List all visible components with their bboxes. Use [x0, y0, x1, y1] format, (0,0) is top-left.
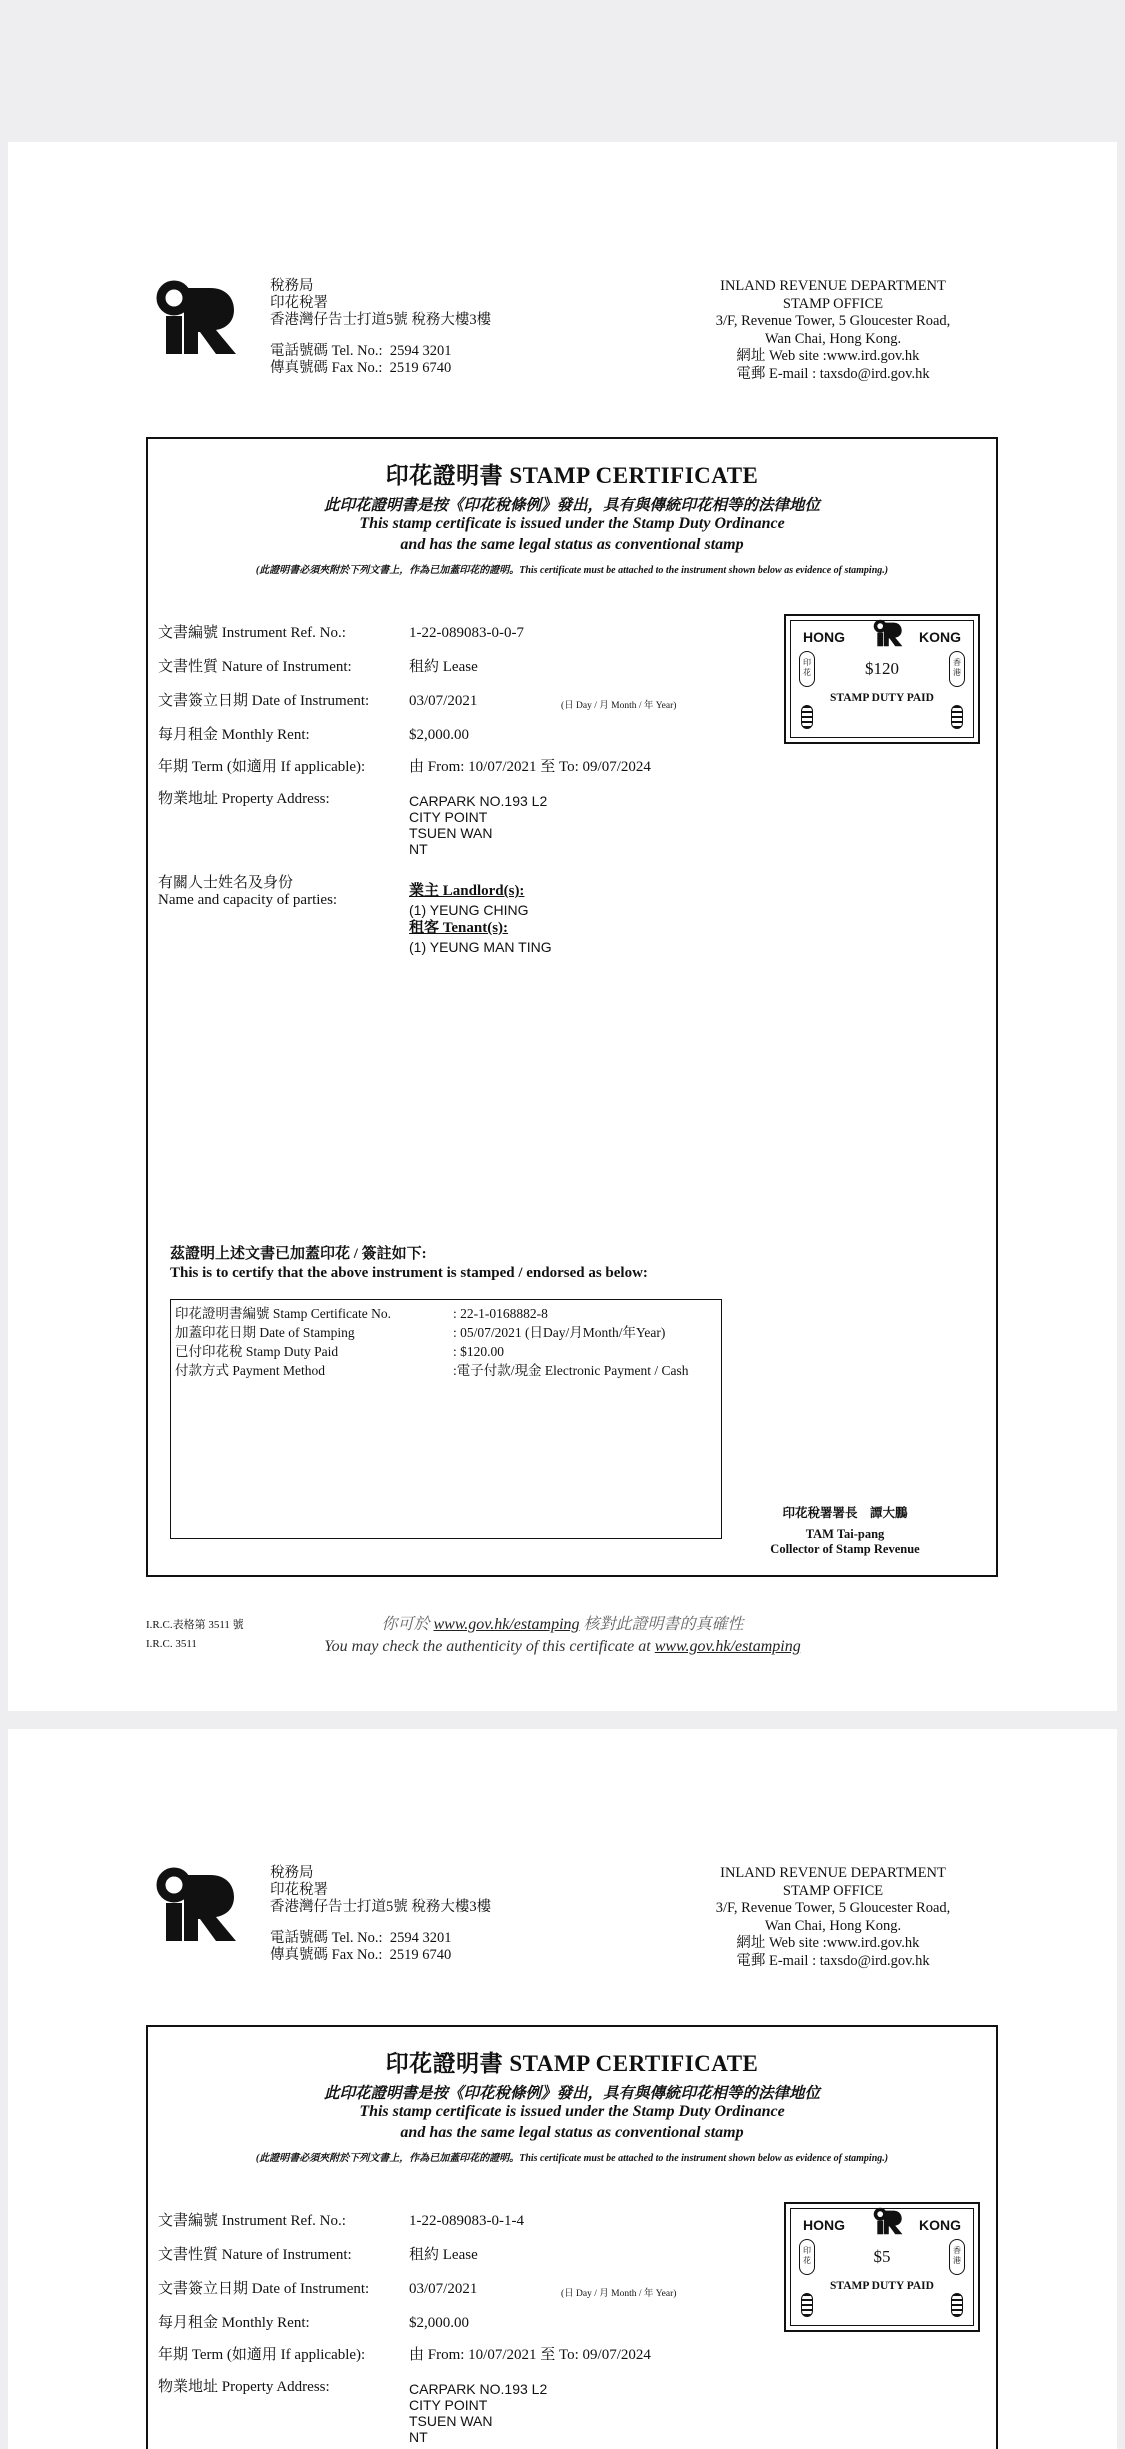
term-label: 年期 Term (如適用 If applicable): [158, 2347, 366, 2363]
stamp-duty-paid-stamp: HONG KONG 印花 香港 $120 STAMP DUTY PAID [784, 614, 980, 744]
certificate-box [146, 437, 998, 1577]
ird-logo [150, 1865, 236, 1943]
lease-term: 由 From: 10/07/2021 至 To: 09/07/2024 [409, 759, 651, 775]
seal-right-icon: 香港 [949, 651, 965, 687]
stamp-amount: $5 [873, 2247, 891, 2266]
coil-right-icon [951, 2293, 963, 2317]
rent-label: 每月租金 Monthly Rent: [158, 2315, 310, 2331]
stamp-logo-icon [871, 619, 903, 647]
certificate-page-2 [8, 1729, 1117, 2449]
instrument-ref: 1-22-089083-0-0-7 [409, 625, 524, 641]
ref-label: 文書編號 Instrument Ref. No.: [158, 625, 346, 641]
date-label: 文書簽立日期 Date of Instrument: [158, 2281, 370, 2297]
parties: 業主 Landlord(s): (1) YEUNG CHING 租客 Tenant(s): (1) YEUNG MAN TING [409, 883, 552, 955]
ref-label: 文書編號 Instrument Ref. No.: [158, 2213, 346, 2229]
certificate-title: 印花證明書 STAMP CERTIFICATE [385, 2051, 759, 2076]
stamping-date: : 05/07/2021 (日Day/月Month/年Year) [453, 1325, 666, 1340]
monthly-rent: $2,000.00 [409, 727, 469, 743]
stamp-amount: $120 [865, 659, 899, 678]
stamp-duty-paid: : $120.00 [453, 1344, 505, 1359]
property-address: CARPARK NO.193 L2 CITY POINT TSUEN WAN NT [409, 793, 548, 857]
attachment-note: (此證明書必須夾附於下列文書上，作為已加蓋印花的證明。This certificate must be attached to the instrument shown below as evidence of stamping.) [255, 2153, 889, 2164]
stamp-duty-paid-stamp: HONG KONG 印花 香港 $5 STAMP DUTY PAID [784, 2202, 980, 2332]
instrument-nature: 租約 Lease [409, 659, 478, 675]
estamping-link[interactable]: www.gov.hk/estamping [654, 1638, 801, 1655]
parties-label: 有關人士姓名及身份 Name and capacity of parties: [158, 875, 338, 908]
property-address: CARPARK NO.193 L2 CITY POINT TSUEN WAN NT [409, 2381, 548, 2445]
office-info-zh: 稅務局 印花稅署 香港灣仔告士打道5號 稅務大樓3樓 電話號碼 Tel. No.: 2594 3201 傳真號碼 Fax No.: 2519 6740 [270, 1865, 492, 1963]
seal-right-icon: 香港 [949, 2239, 965, 2275]
coil-left-icon [801, 705, 813, 729]
form-number: I.R.C.表格第 3511 號 I.R.C. 3511 [146, 1619, 244, 1650]
seal-left-icon: 印花 [799, 651, 815, 687]
nature-label: 文書性質 Nature of Instrument: [158, 2247, 352, 2263]
office-info-zh: 稅務局 印花稅署 香港灣仔告士打道5號 稅務大樓3樓 電話號碼 Tel. No.: 2594 3201 傳真號碼 Fax No.: 2519 6740 [270, 278, 492, 376]
office-info-en: INLAND REVENUE DEPARTMENT STAMP OFFICE 3/F, Revenue Tower, 5 Gloucester Road, Wan Chai, Hong Kong. 網址 Web site :www.ird.gov.hk 電郵 E-mail : taxsdo@ird.gov.hk [715, 278, 951, 382]
nature-label: 文書性質 Nature of Instrument: [158, 659, 352, 675]
ird-logo [150, 278, 236, 356]
instrument-ref: 1-22-089083-0-1-4 [409, 2213, 524, 2229]
legal-statement-zh: 此印花證明書是按《印花稅條例》發出，具有與傳統印花相等的法律地位 [323, 497, 820, 514]
legal-statement-en: This stamp certificate is issued under the Stamp Duty Ordinance and has the same legal status as conventional stamp [359, 2103, 785, 2141]
address-label: 物業地址 Property Address: [158, 2379, 330, 2395]
attachment-note: (此證明書必須夾附於下列文書上，作為已加蓋印花的證明。This certificate must be attached to the instrument shown below as evidence of stamping.) [255, 565, 889, 576]
office-info-en: INLAND REVENUE DEPARTMENT STAMP OFFICE 3/F, Revenue Tower, 5 Gloucester Road, Wan Chai, Hong Kong. 網址 Web site :www.ird.gov.hk 電郵 E-mail : taxsdo@ird.gov.hk [715, 1865, 951, 1969]
payment-method: :電子付款/現金 Electronic Payment / Cash [453, 1363, 689, 1378]
estamping-link[interactable]: www.gov.hk/estamping [433, 1616, 580, 1633]
certificate-box [146, 2025, 998, 2449]
seal-left-icon: 印花 [799, 2239, 815, 2275]
lease-term: 由 From: 10/07/2021 至 To: 09/07/2024 [409, 2347, 651, 2363]
rent-label: 每月租金 Monthly Rent: [158, 727, 310, 743]
date-label: 文書簽立日期 Date of Instrument: [158, 693, 370, 709]
certify-statement: 茲證明上述文書已加蓋印花 / 簽註如下: This is to certify that the above instrument is stamped / endorsed as below: [170, 1246, 648, 1281]
stamping-details-box: 印花證明書編號 Stamp Certificate No. : 22-1-0168882-8 加蓋印花日期 Date of Stamping : 05/07/2021 (日Day/月Month/年Year) 已付印花稅 Stamp Duty Paid : $120.00 付款方式 Payment Method :電子付款/現金 Electronic Payment / Cash [170, 1299, 722, 1539]
collector-signature: 印花稅署署長 譚大鵬 TAM Tai-pang Collector of Stamp Revenue [770, 1506, 920, 1556]
certificate-page-1 [8, 142, 1117, 1711]
date-format-hint: (日 Day / 月 Month / 年 Year) [561, 701, 677, 711]
monthly-rent: $2,000.00 [409, 2315, 469, 2331]
coil-left-icon [801, 2293, 813, 2317]
stamp-logo-icon [871, 2207, 903, 2235]
instrument-date: 03/07/2021 [409, 2281, 478, 2297]
stamp-duty-paid-label: STAMP DUTY PAID [830, 692, 934, 704]
legal-statement-en: This stamp certificate is issued under the Stamp Duty Ordinance and has the same legal status as conventional stamp [359, 515, 785, 553]
certificate-title: 印花證明書 STAMP CERTIFICATE [385, 463, 759, 488]
date-format-hint: (日 Day / 月 Month / 年 Year) [561, 2289, 677, 2299]
coil-right-icon [951, 705, 963, 729]
address-label: 物業地址 Property Address: [158, 791, 330, 807]
authenticity-note: 你可於 www.gov.hk/estamping 核對此證明書的真確性 You may check the authenticity of this certificate at www.gov.hk/estamping [324, 1616, 801, 1655]
stamp-certificate-no: : 22-1-0168882-8 [453, 1306, 548, 1321]
stamp-duty-paid-label: STAMP DUTY PAID [830, 2280, 934, 2292]
instrument-nature: 租約 Lease [409, 2247, 478, 2263]
legal-statement-zh: 此印花證明書是按《印花稅條例》發出，具有與傳統印花相等的法律地位 [323, 2085, 820, 2102]
instrument-date: 03/07/2021 [409, 693, 478, 709]
term-label: 年期 Term (如適用 If applicable): [158, 759, 366, 775]
